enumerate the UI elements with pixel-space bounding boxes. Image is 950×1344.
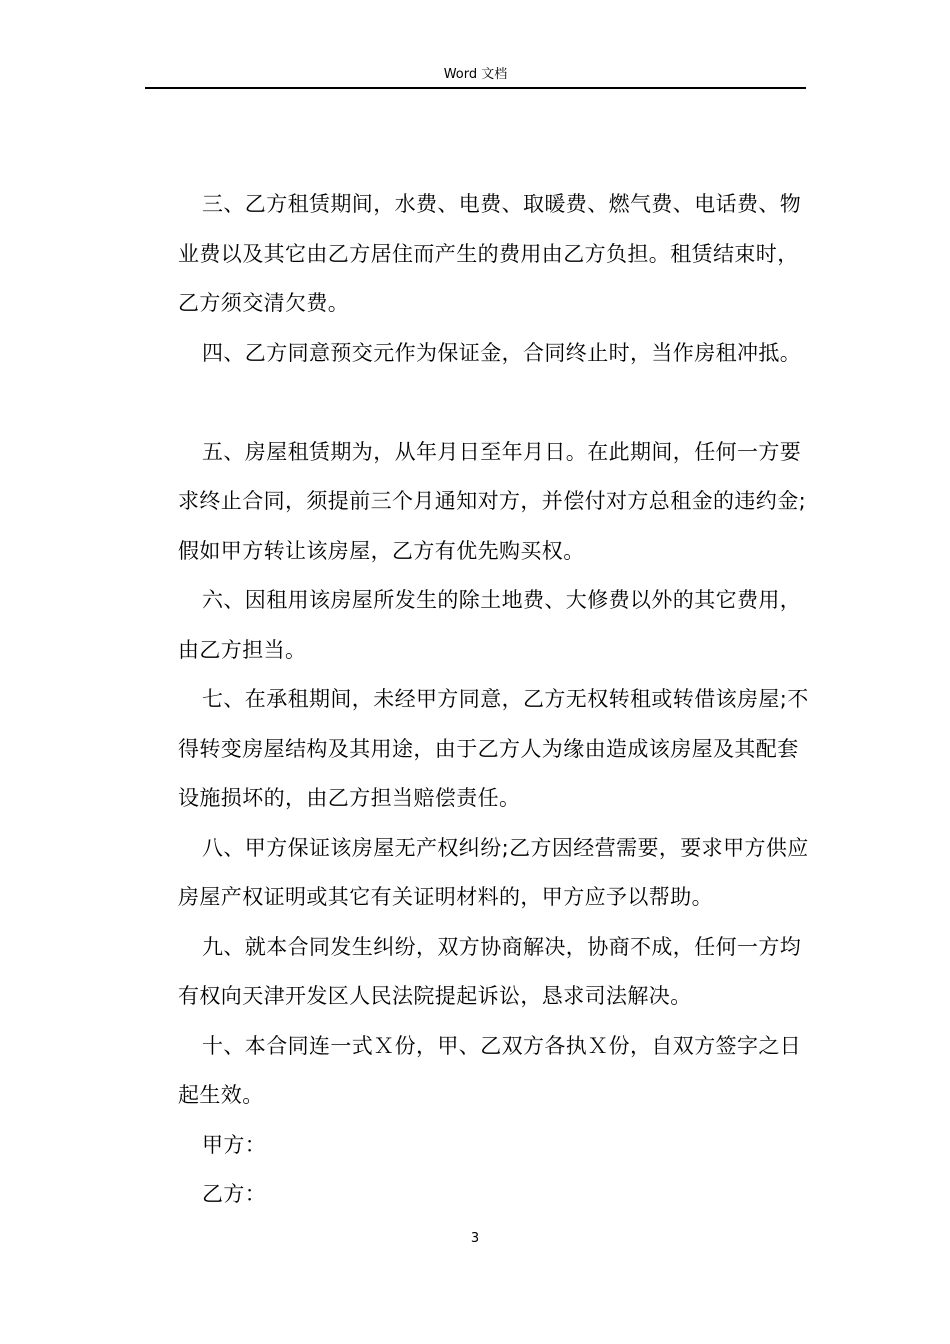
clause-9: 九、就本合同发生纠纷，双方协商解决，协商不成，任何一方均有权向天津开发区人民法院提起诉讼，恳求司法解决。 bbox=[178, 934, 802, 1008]
page-header: Word 文档 bbox=[443, 67, 508, 82]
signature-party-b: 乙方： bbox=[202, 1182, 267, 1206]
clause-3: 三、乙方租赁期间，水费、电费、取暖费、燃气费、电话费、物业费以及其它由乙方居住而产生的费用由乙方负担。租赁结束时，乙方须交清欠费。 bbox=[178, 192, 802, 315]
clause-4: 四、乙方同意预交元作为保证金，合同终止时，当作房租冲抵。 bbox=[202, 340, 802, 365]
clause-8: 八、甲方保证该房屋无产权纠纷;乙方因经营需要，要求甲方供应房屋产权证明或其它有关证明材料的，甲方应予以帮助。 bbox=[178, 835, 809, 909]
document-body bbox=[178, 180, 818, 1220]
clause-7: 七、在承租期间，未经甲方同意，乙方无权转租或转借该房屋;不得转变房屋结构及其用途，由于乙方人为缘由造成该房屋及其配套设施损坏的，由乙方担当赔偿责任。 bbox=[178, 687, 809, 810]
clause-10: 十、本合同连一式Ｘ份，甲、乙双方各执Ｘ份，自双方签字之日起生效。 bbox=[178, 1033, 802, 1107]
header-rule bbox=[145, 87, 806, 89]
signature-party-a: 甲方： bbox=[202, 1132, 267, 1157]
page-number: 3 bbox=[470, 1231, 480, 1246]
clause-6: 六、因租用该房屋所发生的除土地费、大修费以外的其它费用，由乙方担当。 bbox=[178, 588, 802, 662]
clause-5: 五、房屋租赁期为，从年月日至年月日。在此期间，任何一方要求终止合同，须提前三个月通知对方，并偿付对方总租金的违约金;假如甲方转让该房屋，乙方有优先购买权。 bbox=[178, 439, 807, 563]
paragraph-gap bbox=[178, 378, 818, 428]
